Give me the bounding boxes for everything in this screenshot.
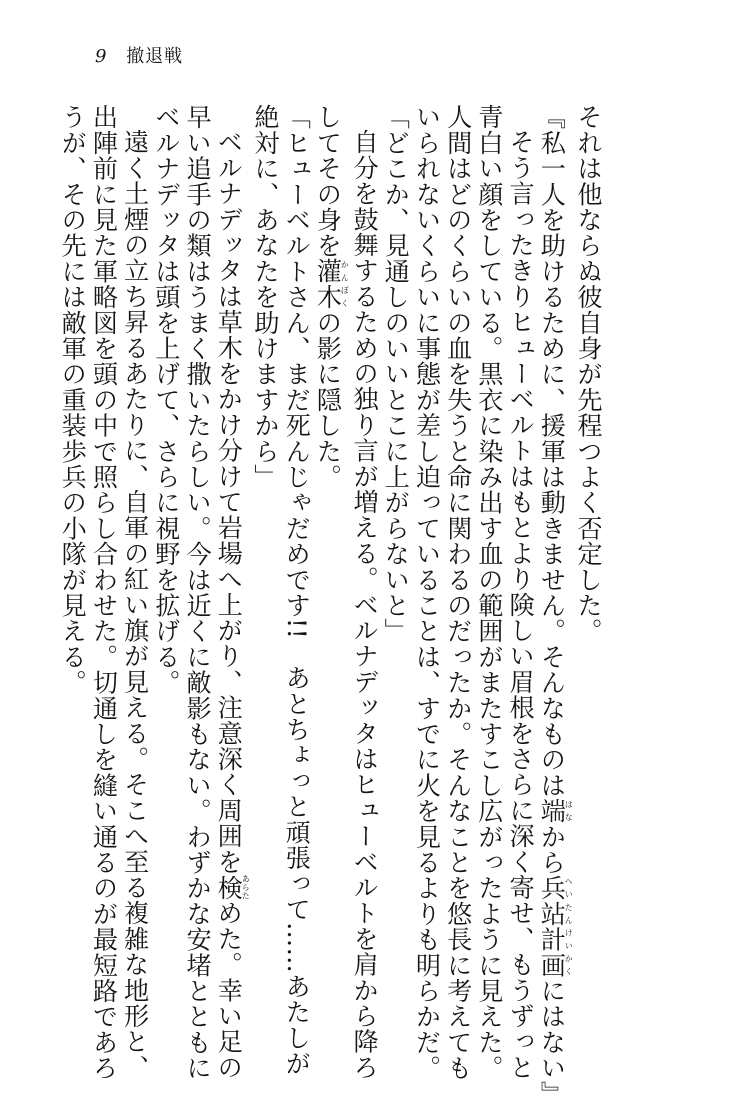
running-head bbox=[95, 42, 183, 72]
page-number: 9 bbox=[95, 46, 107, 67]
text-line: いられないくらいに事態が差し迫っていることは、すでに火を見るよりも明らかだ。 bbox=[412, 104, 442, 1081]
ruby-annotation: 検あらた bbox=[214, 874, 251, 901]
ruby-annotation: 端はな bbox=[537, 797, 574, 824]
text-line: 『私一人を助けるために、援軍は動きません。そんなものは端はなから兵站計画へいたんけいかくにはない』 bbox=[537, 104, 574, 1106]
ruby-annotation: 灌木かんぼく bbox=[313, 258, 350, 310]
text-line: 人間はどのくらいの血を失うと命に関わるのだったか。そんなことを悠長に考えても bbox=[443, 104, 473, 1081]
text-line: 「ヒューベルトさん、まだ死んじゃだめです!! あとちょっと頑張って……あたしが bbox=[282, 104, 312, 1077]
text-line: 自分を鼓舞するための独り言が増える。ベルナデッタはヒューベルトを肩から降ろ bbox=[350, 129, 380, 1081]
text-line: 絶対に、あなたを助けますから」 bbox=[250, 104, 280, 490]
text-line: うが、その先には敵軍の重装歩兵の小隊が見える。 bbox=[58, 104, 88, 696]
chapter-title: 撤退戦 bbox=[126, 46, 184, 67]
text-line: 遠く土煙の立ち昇るあたりに、自軍の紅い旗が見える。そこへ至る複雑な地形と、 bbox=[120, 129, 150, 1081]
text-line: ベルナデッタは頭を上げて、さらに視野を拡げる。 bbox=[151, 104, 181, 696]
text-line: してその身を灌木かんぼくの影に隠した。 bbox=[313, 104, 350, 490]
text-line: 「どこか、見通しのいいとこに上がらないと」 bbox=[381, 104, 411, 644]
text-line: そう言ったきりヒューベルトはもとより険しい眉根をさらに深く寄せ、もうずっと bbox=[506, 129, 536, 1081]
text-line: それは他ならぬ彼自身が先程つよく否定した。 bbox=[574, 104, 603, 644]
text-line: 青白い顔をしている。黒衣に染み出す血の範囲がまたすこし広がったように見えた。 bbox=[474, 104, 504, 1081]
text-line: 早い追手の類はうまく撒いたらしい。今は近くに敵影もない。わずかな安堵とともに bbox=[183, 104, 213, 1081]
ruby-annotation: 兵站計画へいたんけいかく bbox=[537, 875, 574, 978]
text-line: ベルナデッタは草木をかけ分けて岩場へ上がり、注意深く周囲を検あらためた。幸い足の bbox=[214, 129, 251, 1081]
text-line: 出陣前に見た軍略図を頭の中で照らし合わせた。切通しを縫い通るのが最短路であろ bbox=[89, 104, 119, 1081]
vertical-body-text bbox=[58, 104, 604, 1106]
